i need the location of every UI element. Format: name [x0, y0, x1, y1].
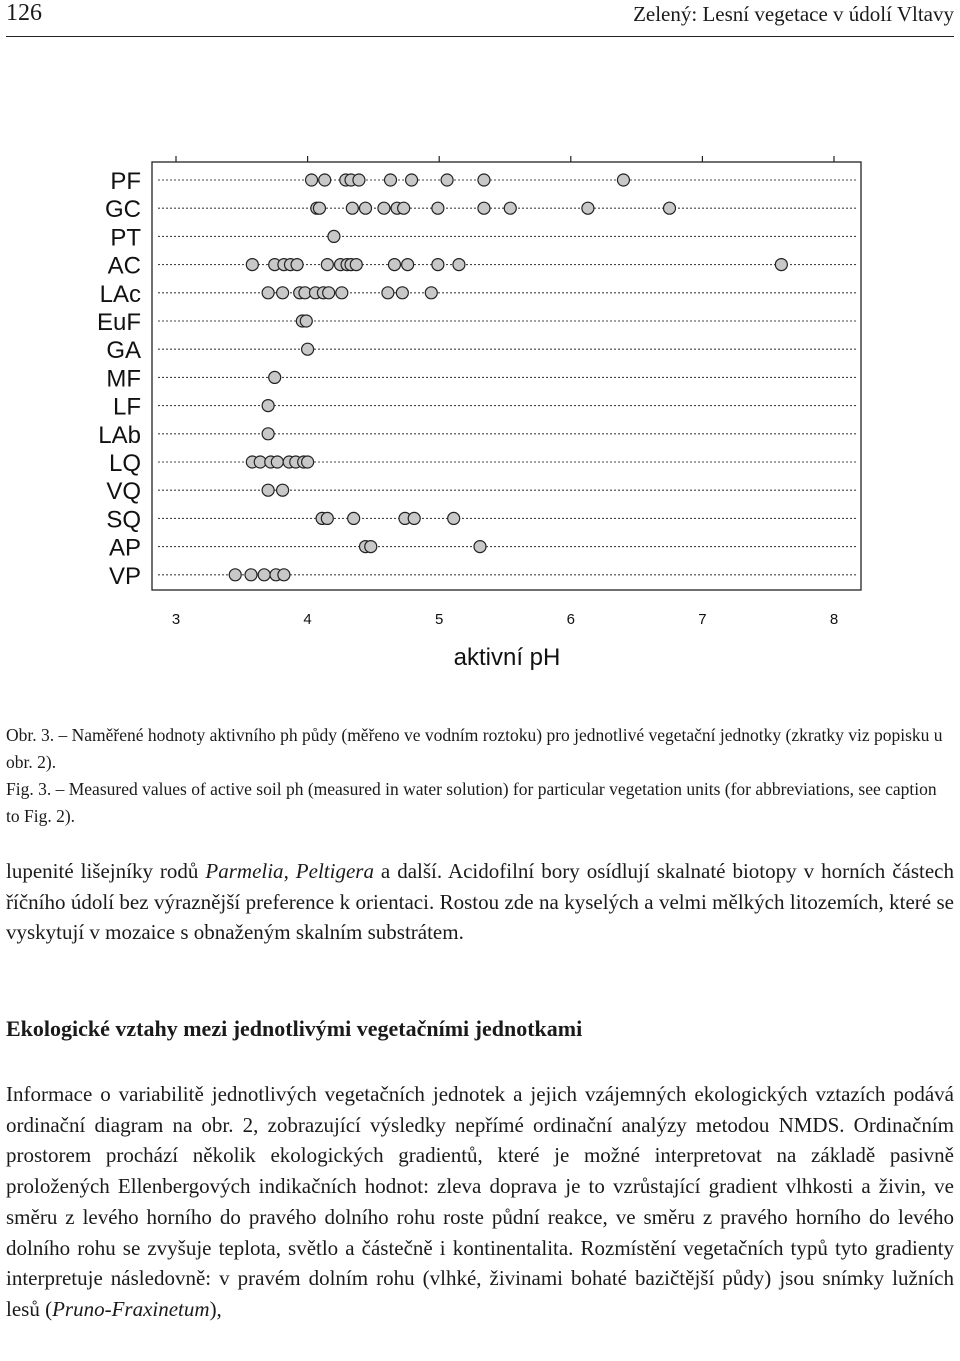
category-label: EuF — [96, 309, 141, 336]
data-point — [321, 512, 333, 524]
para1-genus-1: Parmelia — [205, 859, 284, 883]
data-point — [382, 287, 394, 299]
x-tick-label: 6 — [566, 611, 575, 628]
running-head: Zelený: Lesní vegetace v údolí Vltavy — [633, 2, 954, 26]
data-point — [245, 569, 257, 581]
data-point — [262, 287, 274, 299]
data-point — [398, 202, 410, 214]
category-label: SQ — [106, 506, 141, 534]
data-point — [229, 569, 241, 581]
data-point — [775, 259, 787, 271]
caption-cz-label: Obr. 3. — [6, 725, 55, 745]
data-point — [262, 428, 274, 440]
category-label: GC — [105, 196, 141, 224]
category-label: GA — [106, 337, 141, 365]
x-axis-label: aktivní pH — [453, 644, 561, 671]
data-point — [306, 174, 318, 186]
data-point — [350, 259, 362, 271]
x-tick-label: 8 — [829, 611, 839, 628]
caption-cz — [6, 722, 954, 776]
data-point — [378, 202, 390, 214]
data-point — [277, 484, 289, 496]
x-tick-label: 3 — [171, 611, 181, 628]
paragraph-1 — [6, 856, 954, 948]
section-heading: Ekologické vztahy mezi jednotlivými vegetačními jednotkami — [6, 1016, 583, 1041]
data-point — [323, 287, 335, 299]
data-point — [302, 456, 314, 468]
data-point — [258, 569, 270, 581]
data-point — [504, 202, 516, 214]
data-point — [278, 569, 290, 581]
data-point — [336, 287, 348, 299]
category-label: LQ — [108, 450, 141, 477]
data-point — [448, 512, 460, 524]
para1-text-3: a další. Acidofilní bory osídlují skalnaté biotopy v horních částech říčního údolí bez výraznější preference k orientaci. Rostou zde na kyselých a velmi mělkých litozemích, které se vyskytují v mozaice s obnaženým skalním substrátem. — [6, 859, 955, 945]
caption-en — [6, 776, 954, 830]
x-tick-labels — [172, 611, 838, 628]
plot-frame — [152, 162, 861, 590]
category-label: VQ — [106, 478, 141, 506]
data-point — [582, 202, 594, 214]
category-label: PT — [110, 224, 141, 252]
caption-en-text: – Measured values of active soil ph (measured in water solution) for particular vegetation units (for abbreviations, see caption to Fig. 2). — [6, 779, 937, 826]
data-point — [360, 202, 372, 214]
category-labels — [97, 168, 141, 590]
caption-en-label: Fig. 3. — [6, 779, 52, 799]
data-point — [478, 202, 490, 214]
data-point — [302, 343, 314, 355]
para1-text-2: , — [283, 859, 296, 883]
data-point — [441, 174, 453, 186]
ph-dot-chart — [0, 130, 960, 675]
data-point — [453, 259, 465, 271]
para2-text-1: Informace o variabilitě jednotlivých vegetačních jednotek a jejich vzájemných ekologických vztazích podává ordinační diagram na obr. 2, zobrazující výsledky nepřímé ordinační analýzy metodou NMDS. Ordinačním prostorem prochází několik ekologických gradientů, které je možné interpretovat na základě pasivně proložených Ellenbergových indikačních hodnot: zleva doprava je to vzrůstající gradient vlhkosti a živin, ve směru z levého horního do pravého dolního rohu roste půdní reakce, ve směru z pravého horního do levého dolního rohu se zvyšuje teplota, světlo a částečně i kontinentalita. Rozmístění vegetačních typů tyto gradienty interpretuje následovně: v pravém dolním rohu (vlhké, živinami bohaté bazičtější půdy) jsou snímky lužních lesů ( — [6, 1082, 954, 1321]
para1-genus-2: Peltigera — [295, 859, 374, 883]
paragraph-2 — [6, 1079, 954, 1325]
top-ticks — [176, 156, 834, 162]
data-point — [388, 259, 400, 271]
data-point — [617, 174, 629, 186]
data-point — [432, 259, 444, 271]
data-point — [425, 287, 437, 299]
category-label: AC — [107, 252, 141, 280]
data-point — [321, 259, 333, 271]
data-point — [246, 259, 258, 271]
data-point — [313, 202, 325, 214]
x-tick-label: 7 — [698, 611, 707, 628]
data-point — [432, 202, 444, 214]
data-point — [271, 456, 283, 468]
data-point — [402, 259, 414, 271]
data-point — [406, 174, 418, 186]
page-header — [6, 0, 954, 37]
data-point — [353, 174, 365, 186]
data-point — [664, 202, 676, 214]
data-point — [328, 230, 340, 242]
data-point — [262, 400, 274, 412]
category-label: MF — [106, 365, 141, 393]
category-label: LAb — [98, 421, 141, 449]
data-point — [269, 371, 281, 383]
data-point — [291, 259, 303, 271]
para1-text-1: lupenité lišejníky rodů — [6, 859, 206, 883]
category-label: PF — [110, 168, 141, 195]
category-label: AP — [108, 534, 141, 562]
category-label: VP — [108, 562, 141, 590]
gridlines — [158, 180, 857, 575]
data-point — [408, 512, 420, 524]
data-point — [365, 541, 377, 553]
caption-cz-text: – Naměřené hodnoty aktivního ph půdy (měřeno ve vodním roztoku) pro jednotlivé vegetační jednotky (zkratky viz popisku u obr. 2). — [6, 725, 943, 772]
data-point — [396, 287, 408, 299]
x-tick-label: 4 — [303, 611, 312, 628]
para2-syntaxon: Pruno-Fraxinetum — [52, 1296, 210, 1321]
para2-text-2: ), — [209, 1296, 222, 1321]
category-label: LF — [112, 393, 141, 421]
x-tick-label: 5 — [435, 611, 444, 628]
category-label: LAc — [99, 280, 141, 308]
data-point — [300, 315, 312, 327]
data-point — [346, 202, 358, 214]
data-point — [319, 174, 331, 186]
data-point — [262, 484, 274, 496]
data-point — [277, 287, 289, 299]
data-point — [478, 174, 490, 186]
data-point — [474, 541, 486, 553]
page-number: 126 — [6, 0, 42, 26]
data-point — [348, 512, 360, 524]
data-point — [385, 174, 397, 186]
